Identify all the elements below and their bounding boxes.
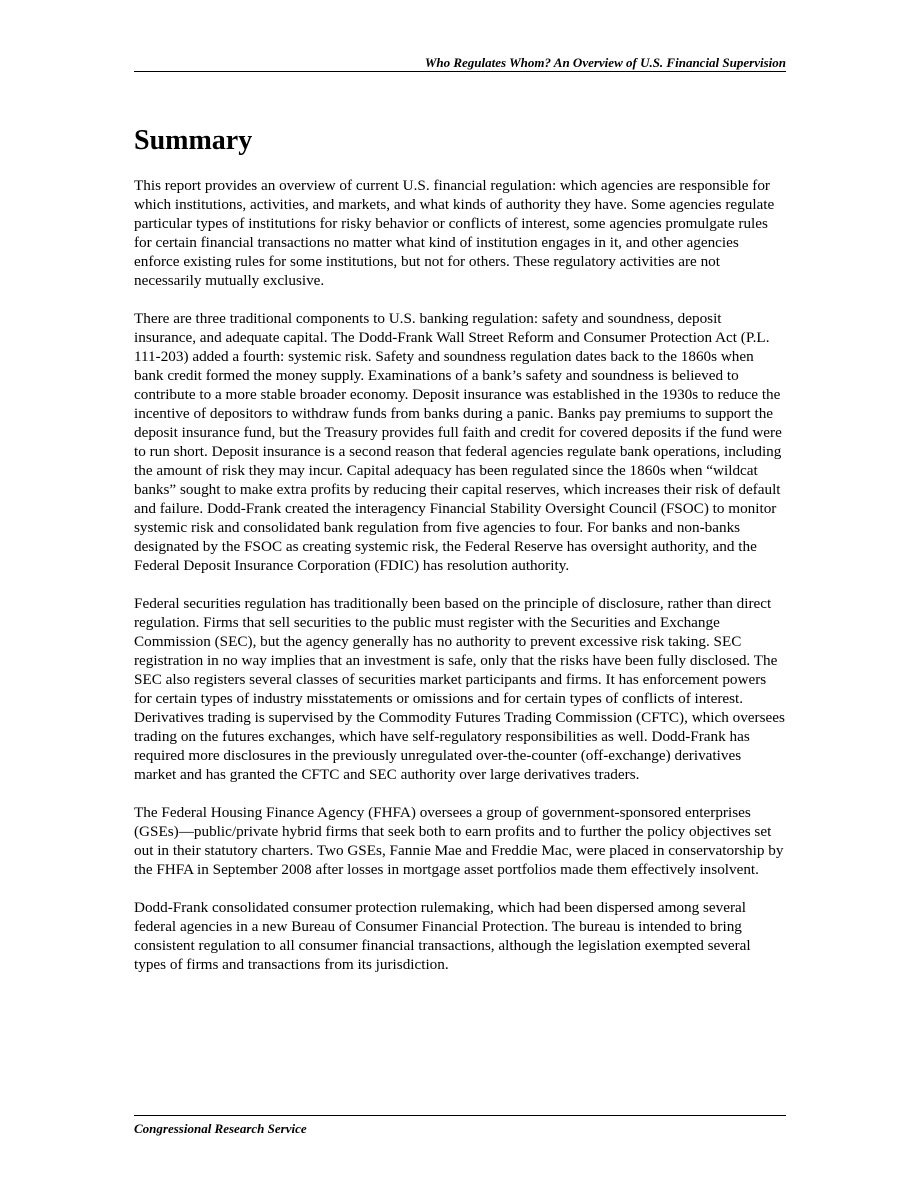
summary-body (134, 176, 786, 993)
paragraph-overview: This report provides an overview of current U.S. financial regulation: which agencies are responsible for which institutions, activities, and markets, and what kinds of authority they have. Some agencies regulate particular types of institutions for risky behavior or conflicts of interest, some agencies promulgate rules for certain financial transactions no matter what kind of institution engages in it, and other agencies enforce existing rules for some institutions, but not for others. These regulatory activities are not necessarily mutually exclusive. (134, 177, 775, 289)
paragraph-banking-regulation: There are three traditional components to U.S. banking regulation: safety and soundness, deposit insurance, and adequate capital. The Dodd-Frank Wall Street Reform and Consumer Protection Act (P.L. 111-203) added a fourth: systemic risk. Safety and soundness regulation dates back to the 1860s when bank credit formed the money supply. Examinations of a bank’s safety and soundness is believed to contribute to a more stable broader economy. Deposit insurance was established in the 1930s to reduce the incentive of depositors to withdraw funds from banks during a panic. Banks pay premiums to support the deposit insurance fund, but the Treasury provides full faith and credit for covered deposits if the fund were to run short. Deposit insurance is a second reason that federal agencies regulate bank operations, including the amount of risk they may incur. Capital adequacy has been regulated since the 1860s when “wildcat banks” sought to make extra profits by reducing their capital reserves, which increases their risk of default and failure. Dodd-Frank created the interagency Financial Stability Oversight Council (FSOC) to monitor systemic risk and consolidated bank regulation from five agencies to four. For banks and non-banks designated by the FSOC as creating systemic risk, the Federal Reserve has oversight authority, and the Federal Deposit Insurance Corporation (FDIC) has resolution authority. (134, 310, 782, 574)
page-title: Summary (134, 125, 253, 156)
running-header-title: Who Regulates Whom? An Overview of U.S. Financial Supervision (424, 55, 786, 70)
paragraph-consumer-protection: Dodd-Frank consolidated consumer protection rulemaking, which had been dispersed among several federal agencies in a new Bureau of Consumer Financial Protection. The bureau is intended to bring consistent regulation to all consumer financial transactions, although the legislation exempted several types of firms and transactions from its jurisdiction. (134, 899, 751, 973)
paragraph-securities-regulation: Federal securities regulation has traditionally been based on the principle of disclosure, rather than direct regulation. Firms that sell securities to the public must register with the Securities and Exchange Commission (SEC), but the agency generally has no authority to prevent excessive risk taking. SEC registration in no way implies that an investment is safe, only that the risks have been fully disclosed. The SEC also registers several classes of securities market participants and firms. It has enforcement powers for certain types of industry misstatements or omissions and for certain types of conflicts of interest. Derivatives trading is supervised by the Commodity Futures Trading Commission (CFTC), which oversees trading on the futures exchanges, which have self-regulatory responsibilities as well. Dodd-Frank has required more disclosures in the previously unregulated over-the-counter (off-exchange) derivatives market and has granted the CFTC and SEC authority over large derivatives traders. (134, 595, 785, 783)
header-divider (134, 71, 786, 72)
paragraph-fhfa-gses: The Federal Housing Finance Agency (FHFA) oversees a group of government-sponsored enterprises (GSEs)—public/private hybrid firms that seek both to earn profits and to further the policy objectives set out in their statutory charters. Two GSEs, Fannie Mae and Freddie Mac, were placed in conservatorship by the FHFA in September 2008 after losses in mortgage asset portfolios made them effectively insolvent. (134, 804, 784, 878)
footer-source: Congressional Research Service (134, 1121, 307, 1136)
footer-divider (134, 1115, 786, 1116)
